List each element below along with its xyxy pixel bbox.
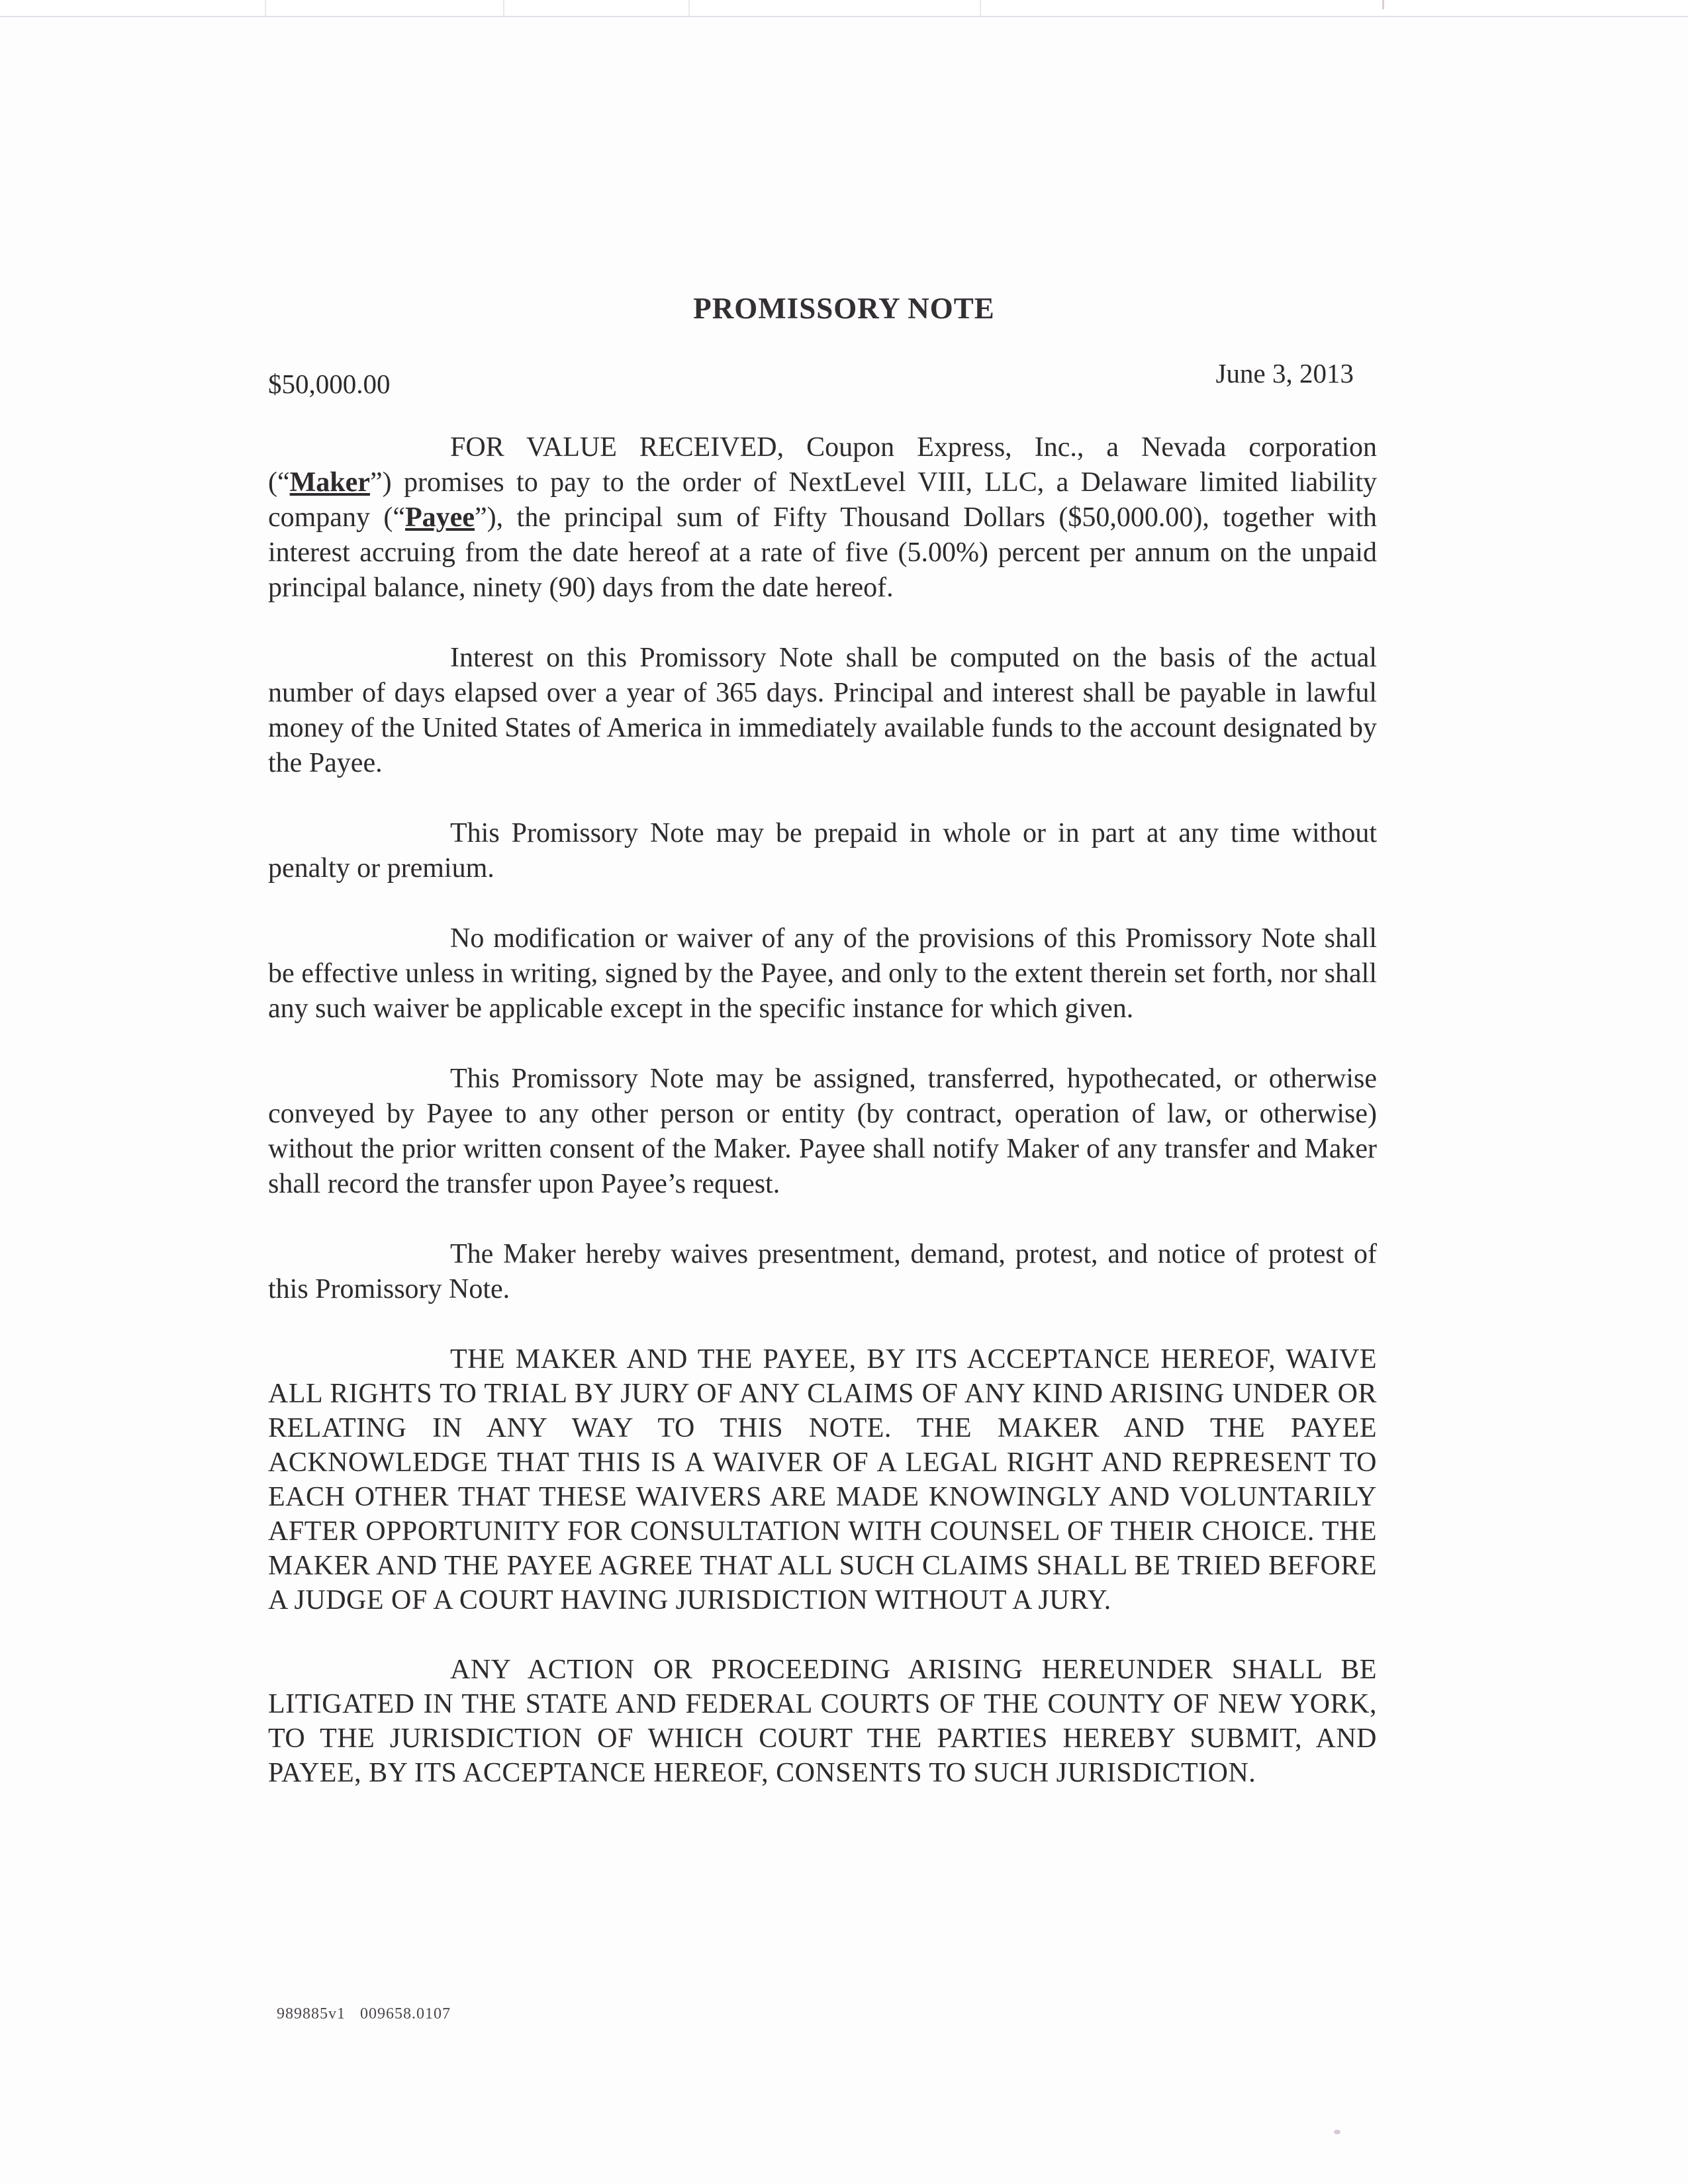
paragraph-value-received bbox=[268, 430, 1377, 606]
scan-top-edge bbox=[0, 0, 1688, 17]
paragraph-jurisdiction: ANY ACTION OR PROCEEDING ARISING HEREUNDER SHALL BE LITIGATED IN THE STATE AND FEDERAL COURTS OF THE COUNTY OF NEW YORK, TO THE JURISDICTION OF WHICH COURT THE PARTIES HEREBY SUBMIT, AND PAYEE, BY ITS ACCEPTANCE HEREOF, CONSENTS TO SUCH JURISDICTION. bbox=[268, 1655, 1377, 1788]
document-body bbox=[268, 430, 1377, 1825]
paragraph-waiver-presentment: The Maker hereby waives presentment, demand, protest, and notice of protest of this Promissory Note. bbox=[268, 1239, 1377, 1304]
paragraph-text: ”), the principal sum of Fifty Thousand Dollars ($50,000.00), together with interest accruing from the date hereof at a rate of five (5.00%) percent per annum on the unpaid principal balance, ninety (90) days from the date hereof. bbox=[268, 502, 1377, 603]
footer-document-id bbox=[277, 2005, 465, 2023]
scan-mark bbox=[1382, 0, 1384, 9]
paragraph-modification: No modification or waiver of any of the provisions of this Promissory Note shall be effective unless in writing, signed by the Payee, and only to the extent therein set forth, nor shall any such waiver be applicable except in the specific instance for which given. bbox=[268, 923, 1377, 1024]
scan-edge-tick bbox=[265, 0, 266, 16]
defined-term-maker: Maker bbox=[289, 467, 370, 498]
paragraph-prepayment: This Promissory Note may be prepaid in whole or in part at any time without penalty or premium. bbox=[268, 818, 1377, 884]
paragraph-interest: Interest on this Promissory Note shall be computed on the basis of the actual number of days elapsed over a year of 365 days. Principal and interest shall be payable in lawful money of the United States of America in immediately available funds to the account designated by the Payee. bbox=[268, 643, 1377, 778]
scan-edge-tick bbox=[980, 0, 981, 16]
scan-edge-tick bbox=[503, 0, 504, 16]
note-date: June 3, 2013 bbox=[1215, 358, 1354, 388]
scan-edge-tick bbox=[688, 0, 690, 16]
footer-matter-number: 009658.0107 bbox=[360, 2005, 451, 2023]
scan-smudge bbox=[1334, 2130, 1340, 2134]
footer-doc-number: 989885v1 bbox=[277, 2005, 346, 2023]
defined-term-payee: Payee bbox=[405, 502, 475, 533]
paragraph-assignment: This Promissory Note may be assigned, transferred, hypothecated, or otherwise conveyed by Payee to any other person or entity (by contract, operation of law, or otherwise) without the prior written consent of the Maker. Payee shall notify Maker of any transfer and Maker shall record the transfer upon Payee’s request. bbox=[268, 1064, 1377, 1199]
paragraph-jury-waiver: THE MAKER AND THE PAYEE, BY ITS ACCEPTANCE HEREOF, WAIVE ALL RIGHTS TO TRIAL BY JURY OF ANY CLAIMS OF ANY KIND ARISING UNDER OR RELATING IN ANY WAY TO THIS NOTE. THE MAKER AND THE PAYEE ACKNOWLEDGE THAT THIS IS A WAIVER OF A LEGAL RIGHT AND REPRESENT TO EACH OTHER THAT THESE WAIVERS ARE MADE KNOWINGLY AND VOLUNTARILY AFTER OPPORTUNITY FOR CONSULTATION WITH COUNSEL OF THEIR CHOICE. THE MAKER AND THE PAYEE AGREE THAT ALL SUCH CLAIMS SHALL BE TRIED BEFORE A JUDGE OF A COURT HAVING JURISDICTION WITHOUT A JURY. bbox=[268, 1344, 1377, 1615]
paragraph-text: FOR VALUE RECEIVED, Coupon Express, Inc., a Nevada corporation (“ bbox=[268, 432, 1377, 498]
document-title: PROMISSORY NOTE bbox=[693, 292, 995, 325]
note-amount: $50,000.00 bbox=[268, 369, 391, 399]
paragraph-text: ”) promises to pay to the order of NextLevel VIII, LLC, a Delaware limited liability company (“ bbox=[268, 467, 1377, 533]
